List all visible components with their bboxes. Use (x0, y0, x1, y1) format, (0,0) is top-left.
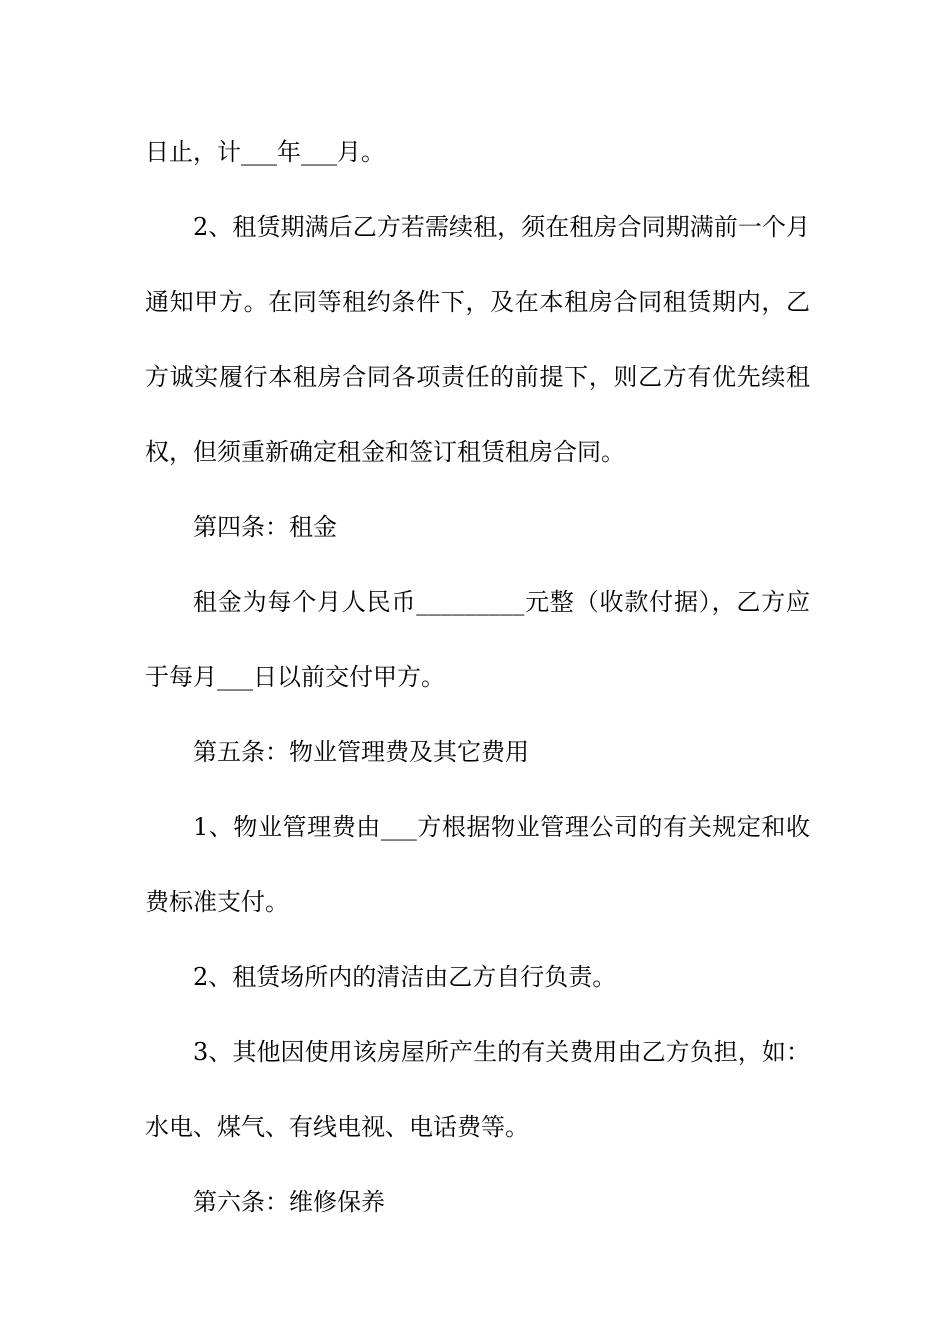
paragraph-renewal-clause: 2、租赁期满后乙方若需续租，须在租房合同期满前一个月通知甲方。在同等租约条件下，及在本租房合同租赁期内，乙方诚实履行本租房合同各项责任的前提下，则乙方有优先续租权，但须重新确定租金和签订租赁租房合同。 (145, 213, 810, 466)
paragraph-rent-amount: 租金为每个月人民币_________元整（收款付据），乙方应于每月___日以前交付甲方。 (145, 588, 810, 691)
paragraph-cleaning: 2、租赁场所内的清洁由乙方自行负责。 (193, 963, 617, 991)
paragraph-property-fee: 1、物业管理费由___方根据物业管理公司的有关规定和收费标准支付。 (145, 813, 810, 916)
document-body (145, 115, 810, 1240)
section-heading-rent: 第四条：租金 (193, 513, 337, 541)
section-heading-maintenance: 第六条：维修保养 (193, 1188, 385, 1216)
paragraph-other-fees: 3、其他因使用该房屋所产生的有关费用由乙方负担，如：水电、煤气、有线电视、电话费等。 (145, 1038, 810, 1141)
section-heading-fees: 第五条：物业管理费及其它费用 (193, 738, 529, 766)
paragraph-lease-term-end: 日止，计___年___月。 (145, 138, 385, 166)
